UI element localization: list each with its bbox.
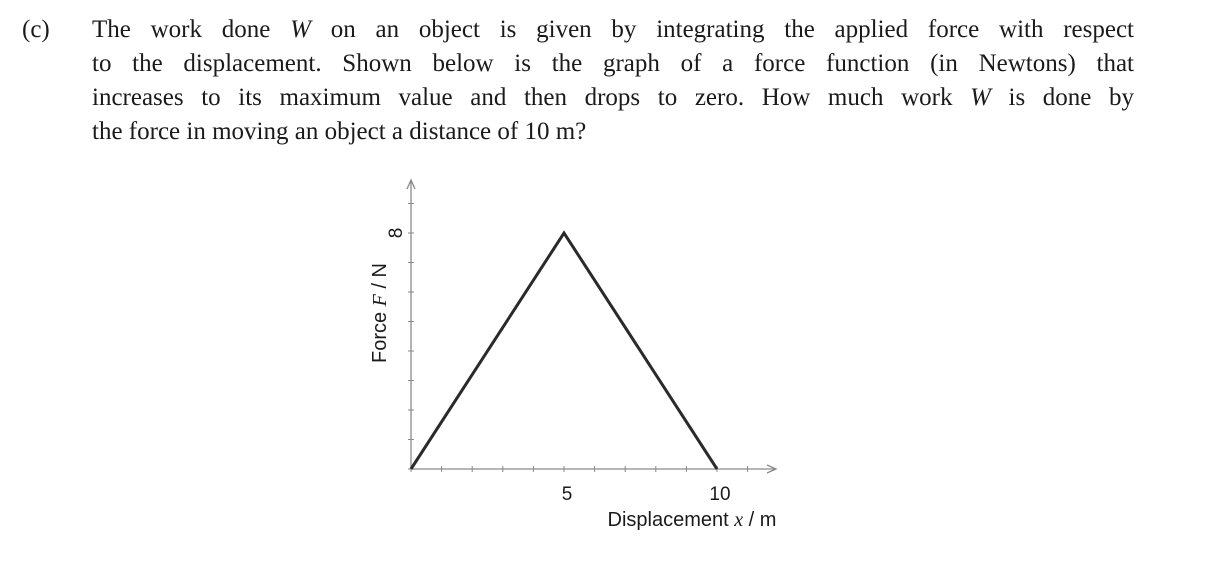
chart-axes: [407, 180, 776, 473]
problem-line-3-end: is done by: [990, 84, 1134, 111]
part-label: (c): [22, 16, 50, 43]
x-axis-variable: x: [734, 509, 744, 531]
problem-line-3-start: increases to its maximum value and then drops to zero. How much work: [92, 84, 971, 111]
chart-series: [411, 233, 717, 469]
problem-line-1-start: The work done: [92, 16, 291, 43]
x-axis-label-text: Displacement: [607, 509, 735, 531]
x-axis-label: [608, 509, 777, 531]
x-axis-unit: / m: [743, 509, 777, 531]
x-tick-label: 5: [561, 484, 573, 505]
chart-labels: [369, 228, 776, 531]
y-axis-variable: F: [369, 294, 391, 307]
chart-ticks: [408, 204, 748, 473]
problem-line-4: the force in moving an object a distance of 10 m?: [92, 118, 587, 145]
problem-line-1-end: on an object is given by integrating the applied force with respect: [310, 16, 1135, 43]
work-variable: W: [290, 16, 311, 43]
force-series-line: [411, 233, 717, 469]
y-axis-label-text: Force: [369, 306, 391, 364]
problem-line-2: to the displacement. Shown below is the graph of a force function (in Newtons) that: [92, 50, 1134, 77]
x-tick-label: 10: [709, 484, 731, 505]
y-tick-label: 8: [386, 227, 408, 239]
y-axis-unit: / N: [369, 262, 391, 295]
y-axis-label: [369, 263, 391, 363]
work-variable: W: [970, 84, 991, 111]
